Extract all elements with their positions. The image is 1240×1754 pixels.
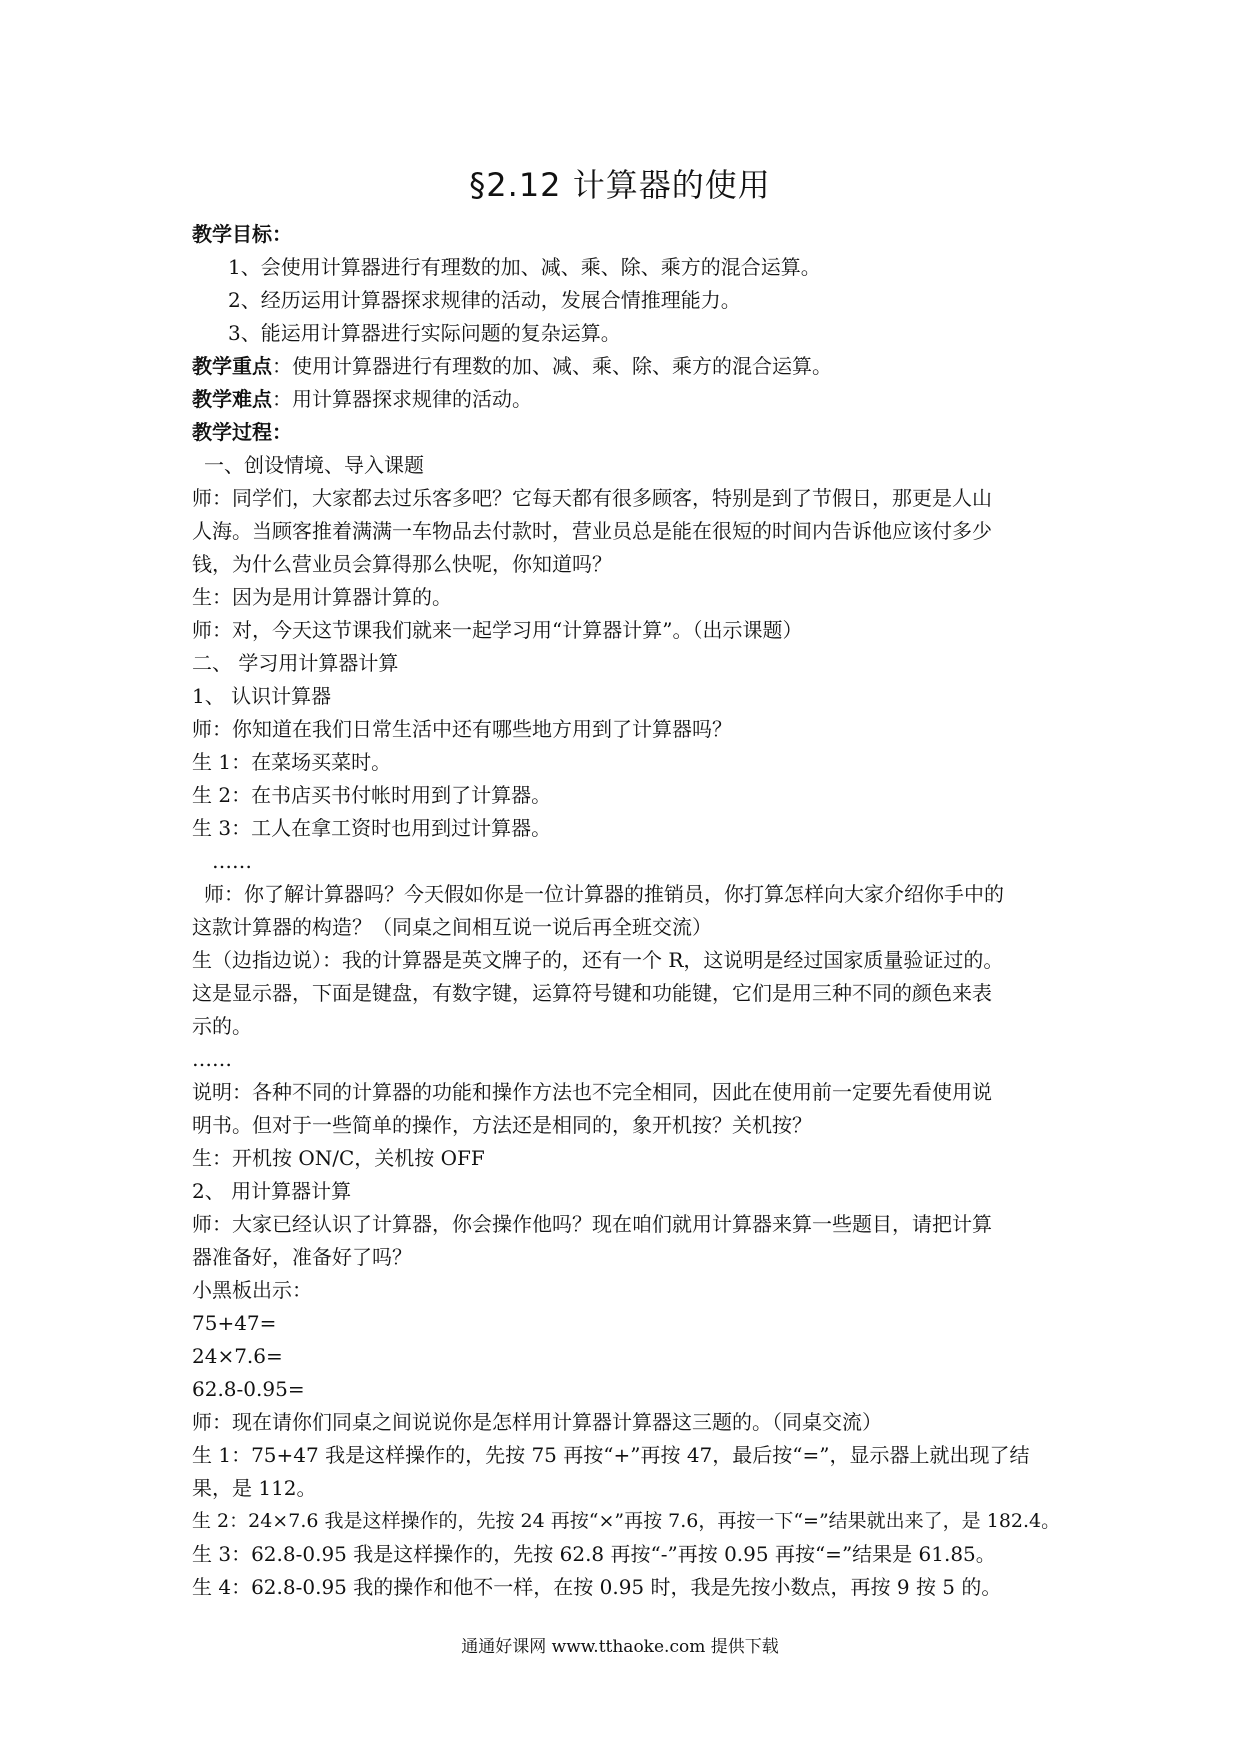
text-line: 生：开机按 ON/C，关机按 OFF (192, 1146, 485, 1170)
text-line: 师：现在请你们同桌之间说说你是怎样用计算器计算器这三题的。（同桌交流） (192, 1410, 882, 1434)
text-line: 生 4：62.8-0.95 我的操作和他不一样，在按 0.95 时，我是先按小数点，再按 9 按 5 的。 (192, 1575, 1002, 1599)
text-line: 师：你了解计算器吗？今天假如你是一位计算器的推销员，你打算怎样向大家介绍你手中的 (204, 882, 1004, 906)
equation-line: 24×7.6= (192, 1344, 283, 1368)
text-line: 生 1：75+47 我是这样操作的，先按 75 再按“+”再按 47，最后按“=”，显示器上就出现了结 (192, 1443, 1030, 1467)
objectives-heading: 教学目标： (192, 222, 292, 246)
text-line: 生 3：工人在拿工资时也用到过计算器。 (192, 816, 552, 840)
ellipsis-line: …… (192, 1047, 232, 1071)
text-line: 生（边指边说）：我的计算器是英文牌子的，还有一个 R，这说明是经过国家质量验证过的。 (192, 948, 1004, 972)
text-line: 师：你知道在我们日常生活中还有哪些地方用到了计算器吗？ (192, 717, 732, 741)
text-line: 生 3：62.8-0.95 我是这样操作的，先按 62.8 再按“-”再按 0.95 再按“=”结果是 61.85。 (192, 1542, 996, 1566)
difficulty-row (192, 383, 1072, 416)
text-line: 器准备好，准备好了吗？ (192, 1245, 412, 1269)
key-point-row (192, 350, 1072, 383)
text-line: 生 2：24×7.6 我是这样操作的，先按 24 再按“×”再按 7.6，再按一下“=”结果就出来了，是 182.4。 (192, 1510, 1061, 1532)
text-line: 这款计算器的构造？（同桌之间相互说一说后再全班交流） (192, 915, 712, 939)
process-heading: 教学过程： (192, 420, 292, 444)
key-point-label: 教学重点 (192, 354, 272, 378)
text-line: 师：同学们，大家都去过乐客多吧？它每天都有很多顾客，特别是到了节假日，那更是人山 (192, 486, 992, 510)
section-heading: 二、 学习用计算器计算 (192, 651, 399, 675)
equation-line: 75+47= (192, 1311, 277, 1335)
text-line: 果，是 112。 (192, 1476, 317, 1500)
subsection-heading: 1、 认识计算器 (192, 684, 332, 708)
equation-line: 62.8-0.95= (192, 1377, 305, 1401)
difficulty-text: ：用计算器探求规律的活动。 (272, 387, 532, 411)
document-body (192, 218, 1072, 1604)
text-line: 小黑板出示： (192, 1278, 312, 1302)
objective-item: 2、经历运用计算器探求规律的活动，发展合情推理能力。 (228, 288, 741, 312)
objective-item: 1、会使用计算器进行有理数的加、减、乘、除、乘方的混合运算。 (228, 255, 821, 279)
text-line: 钱，为什么营业员会算得那么快呢，你知道吗？ (192, 552, 612, 576)
text-line: 说明：各种不同的计算器的功能和操作方法也不完全相同，因此在使用前一定要先看使用说 (192, 1080, 992, 1104)
text-line: 生：因为是用计算器计算的。 (192, 585, 452, 609)
ellipsis-line: …… (212, 849, 252, 873)
text-line: 生 2：在书店买书付帐时用到了计算器。 (192, 783, 552, 807)
objective-item: 3、能运用计算器进行实际问题的复杂运算。 (228, 321, 621, 345)
section-heading: 一、创设情境、导入课题 (204, 453, 424, 477)
text-line: 生 1：在菜场买菜时。 (192, 750, 392, 774)
text-line: 师：大家已经认识了计算器，你会操作他吗？现在咱们就用计算器来算一些题目，请把计算 (192, 1212, 992, 1236)
page-footer: 通通好课网 www.tthaoke.com 提供下载 (461, 1637, 779, 1657)
text-line: 明书。但对于一些简单的操作，方法还是相同的，象开机按？关机按？ (192, 1113, 812, 1137)
text-line: 示的。 (192, 1014, 252, 1038)
difficulty-label: 教学难点 (192, 387, 272, 411)
key-point-text: ：使用计算器进行有理数的加、减、乘、除、乘方的混合运算。 (272, 354, 832, 378)
text-line: 人海。当顾客推着满满一车物品去付款时，营业员总是能在很短的时间内告诉他应该付多少 (192, 519, 992, 543)
text-line: 这是显示器，下面是键盘，有数字键，运算符号键和功能键，它们是用三种不同的颜色来表 (192, 981, 992, 1005)
text-line: 师：对，今天这节课我们就来一起学习用“计算器计算”。（出示课题） (192, 618, 803, 642)
page-title: §2.12 计算器的使用 (469, 166, 771, 204)
subsection-heading: 2、 用计算器计算 (192, 1179, 352, 1203)
